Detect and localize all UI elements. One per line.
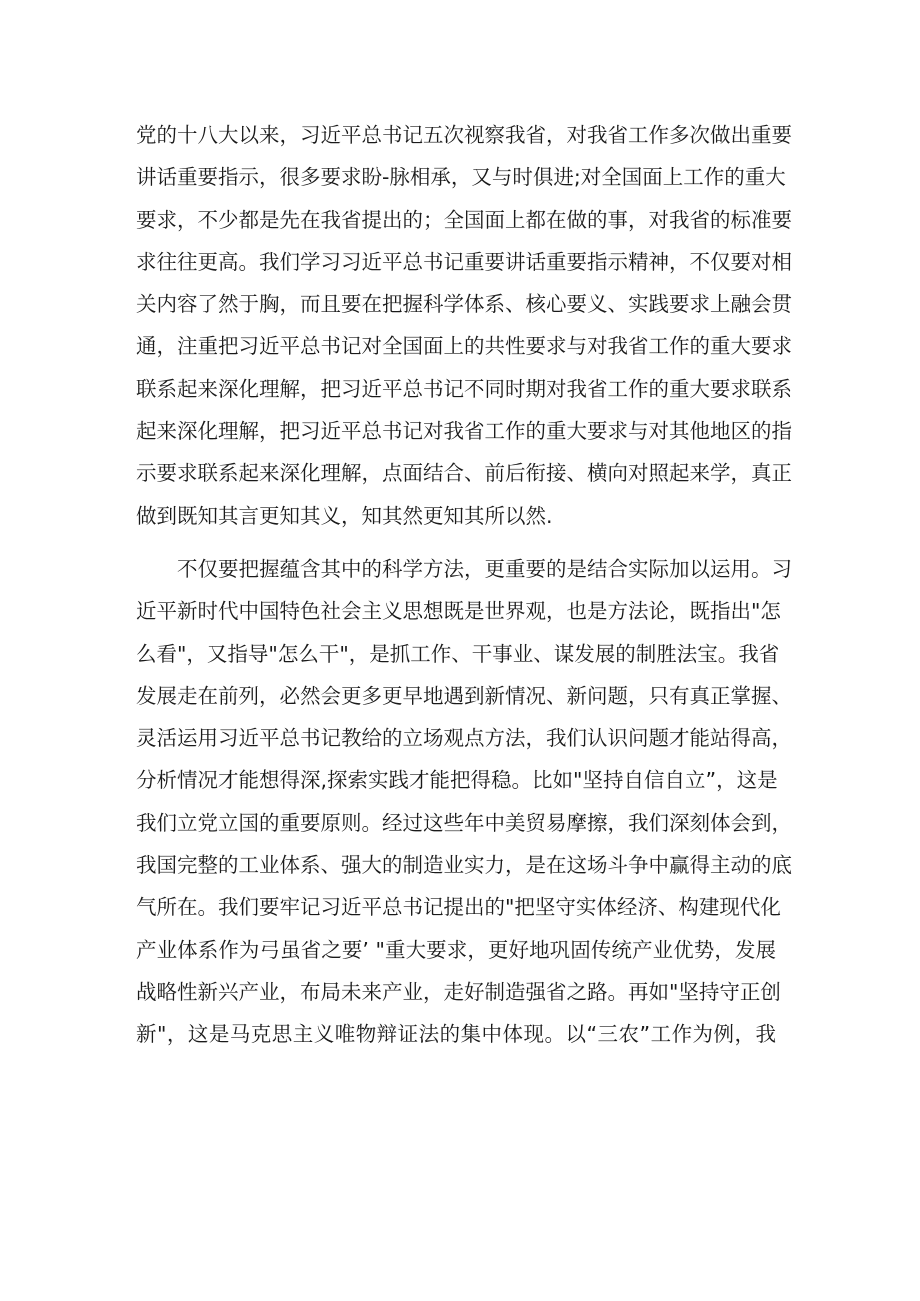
text-line: 讲话重要指示，很多要求盼-脉相承，又与时俱进;对全国面上工作的重大 [136,165,786,190]
text-line: 通，注重把习近平总书记对全国面上的共性要求与对我省工作的重大要求 [136,334,792,359]
text-line: 发展走在前列，必然会更多更早地遇到新情况、新问题，只有真正掌握、 [136,683,792,708]
text-line: 产业体系作为弓虽省之要’ "重大要求，更好地巩固传统产业优势，发展 [136,937,776,962]
paragraph-1 [136,114,792,537]
text-line: 示要求联系起来深化理解，点面结合、前后衔接、横向对照起来学，真正 [136,461,792,486]
text-line: 求往往更高。我们学习习近平总书记重要讲话重要指示精神，不仅要对相 [136,249,792,274]
text-line: 气所在。我们要牢记习近平总书记提出的"把坚守实体经济、构建现代化 [136,895,781,920]
text-line: 近平新时代中国特色社会主义思想既是世界观，也是方法论，既指出"怎 [136,599,781,624]
text-line: 党的十八大以来，习近平总书记五次视察我省，对我省工作多次做出重要 [136,123,792,147]
text-line: 我国完整的工业体系、强大的制造业实力，是在这场斗争中赢得主动的底 [136,853,792,878]
text-line: 做到既知其言更知其义，知其然更知其所以然. [136,503,553,528]
text-line: 么看"，又指导"怎么干"，是抓工作、干事业、谋发展的制胜法宝。我省 [136,641,780,666]
text-line: 我们立党立国的重要原则。经过这些年中美贸易摩擦，我们深刻体会到， [136,810,792,835]
text-line: 新"，这是马克思主义唯物辩证法的集中体现。以“三农”工作为例，我 [136,1022,776,1047]
paragraph-2 [136,548,792,1056]
text-line: 战略性新兴产业，布局未来产业，走好制造强省之路。再如"坚持守正创 [136,979,781,1004]
text-line-indented: 不仅要把握蕴含其中的科学方法，更重要的是结合实际加以运用。习 [177,556,792,581]
text-line: 灵活运用习近平总书记教给的立场观点方法，我们认识问题才能站得高， [136,726,792,751]
document-body [136,114,792,1056]
text-line: 关内容了然于胸，而且要在把握科学体系、核心要义、实践要求上融会贯 [136,292,792,317]
paragraph-spacer [136,537,776,548]
text-line: 起来深化理解，把习近平总书记对我省工作的重大要求与对其他地区的指 [136,419,792,444]
text-line: 要求，不少都是先在我省提出的；全国面上都在做的事，对我省的标准要 [136,207,792,232]
text-line: 联系起来深化理解，把习近平总书记不同时期对我省工作的重大要求联系 [136,376,792,401]
text-line: 分析情况才能想得深,探索实践才能把得稳。比如"坚持自信自立”，这是 [136,768,778,793]
